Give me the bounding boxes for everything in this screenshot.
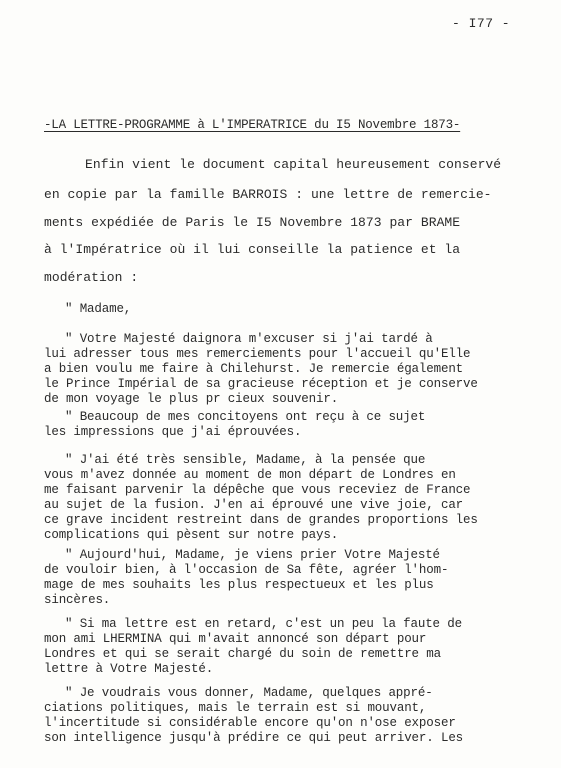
letter-line: lettre à Votre Majesté. [44,662,214,676]
letter-line: " Beaucoup de mes concitoyens ont reçu à ce sujet [65,410,426,424]
letter-line: au sujet de la fusion. J'en ai éprouvé une vive joie, car [44,498,464,512]
intro-line: Enfin vient le document capital heureusement conservé [85,157,502,172]
letter-line: l'incertitude si considérable encore qu'on n'ose exposer [44,716,456,730]
letter-line: mage de mes souhaits les plus respectueux et les plus [44,578,434,592]
letter-line: de mon voyage le plus pr cieux souvenir. [44,392,339,406]
intro-line: à l'Impératrice où il lui conseille la patience et la [44,242,461,257]
intro-line: modération : [44,270,139,285]
page-number: - I77 - [452,16,511,31]
letter-line: a bien voulu me faire à Chilehurst. Je remercie également [44,362,464,376]
letter-line: " Votre Majesté daignora m'excuser si j'ai tardé à [65,332,433,346]
letter-line: " Je voudrais vous donner, Madame, quelques appré- [65,686,433,700]
letter-line: " Aujourd'hui, Madame, je viens prier Votre Majesté [65,548,440,562]
letter-line: lui adresser tous mes remerciements pour l'accueil qu'Elle [44,347,471,361]
letter-line: ciations politiques, mais le terrain est si mouvant, [44,701,427,715]
letter-line: Londres et qui se serait chargé du soin de remettre ma [44,647,441,661]
letter-line: son intelligence jusqu'à prédire ce qui peut arriver. Les [44,731,464,745]
letter-line: " Si ma lettre est en retard, c'est un peu la faute de [65,617,462,631]
letter-line: mon ami LHERMINA qui m'avait annoncé son départ pour [44,632,427,646]
intro-line: en copie par la famille BARROIS : une lettre de remercie- [44,187,492,202]
letter-line: sincères. [44,593,111,607]
intro-line: ments expédiée de Paris le I5 Novembre 1873 par BRAME [44,215,461,230]
letter-line: de vouloir bien, à l'occasion de Sa fête, agréer l'hom- [44,563,449,577]
letter-line: le Prince Impérial de sa gracieuse réception et je conserve [44,377,478,391]
letter-line: " J'ai été très sensible, Madame, à la pensée que [65,453,426,467]
letter-line: me faisant parvenir la dépêche que vous receviez de France [44,483,471,497]
letter-line: complications qui pèsent sur notre pays. [44,528,339,542]
letter-salutation: " Madame, [65,302,132,316]
letter-line: les impressions que j'ai éprouvées. [44,425,302,439]
letter-line: ce grave incident restreint dans de grandes proportions les [44,513,478,527]
section-title: -LA LETTRE-PROGRAMME à L'IMPERATRICE du I5 Novembre 1873- [44,118,461,132]
letter-line: vous m'avez donnée au moment de mon départ de Londres en [44,468,456,482]
